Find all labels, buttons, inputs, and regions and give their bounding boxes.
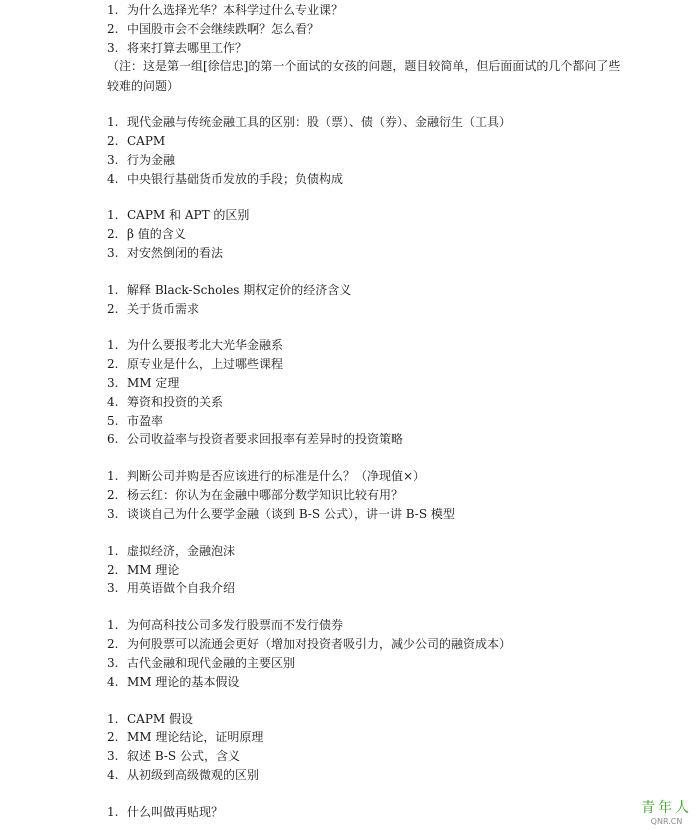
question-item: 3. 对安然倒闭的看法: [107, 246, 224, 260]
question-item: 1. 为何高科技公司多发行股票而不发行债券: [107, 618, 344, 632]
question-item: 3. 行为金融: [107, 153, 176, 167]
question-item: 2. CAPM: [107, 134, 166, 148]
question-item: 1. 什么叫做再贴现？: [107, 805, 224, 819]
question-item: 2. 为何股票可以流通会更好（增加对投资者吸引力，减少公司的融资成本）: [107, 637, 512, 651]
question-item: 2. MM 理论结论，证明原理: [107, 730, 264, 744]
question-item: 6. 公司收益率与投资者要求回报率有差异时的投资策略: [107, 432, 404, 446]
question-item: 1. 现代金融与传统金融工具的区别：股（票）、债（券）、金融衍生（工具）: [107, 115, 512, 129]
question-item: 4. 筹资和投资的关系: [107, 395, 224, 409]
question-item: 3. 用英语做个自我介绍: [107, 581, 236, 595]
question-item: 2. 中国股市会不会继续跌啊？怎么看？: [107, 22, 320, 36]
question-item: 1. 为什么选择光华？本科学过什么专业课？: [107, 3, 344, 17]
question-item: 2. β 值的含义: [107, 227, 186, 241]
question-item: 4. 从初级到高级微观的区别: [107, 768, 260, 782]
question-item: 3. 叙述 B-S 公式，含义: [107, 749, 240, 763]
watermark-domain: QNR.CN: [650, 817, 683, 826]
watermark-text: 青年人: [641, 800, 692, 816]
question-item: 3. 古代金融和现代金融的主要区别: [107, 656, 296, 670]
interviewer-note: （注：这是第一组[徐信忠]的第一个面试的女孩的问题，题目较简单，但后面面试的几个都问了些较难的问题）: [107, 59, 621, 93]
question-item: 3. 谈谈自己为什么要学金融（谈到 B-S 公式），讲一讲 B-S 模型: [107, 507, 455, 521]
question-item: 2. 关于货币需求: [107, 302, 200, 316]
question-item: 1. 解释 Black-Scholes 期权定价的经济含义: [107, 283, 352, 297]
question-item: 1. 判断公司并购是否应该进行的标准是什么？（净现值×）: [107, 469, 426, 483]
question-item: 1. CAPM 假设: [107, 712, 194, 726]
question-item: 4. MM 理论的基本假设: [107, 675, 240, 689]
question-item: 2. 原专业是什么，上过哪些课程: [107, 357, 284, 371]
question-item: 1. 为什么要报考北大光华金融系: [107, 338, 284, 352]
question-item: 1. CAPM 和 APT 的区别: [107, 208, 250, 222]
question-item: 1. 虚拟经济，金融泡沫: [107, 544, 236, 558]
question-item: 2. 杨云红：你认为在金融中哪部分数学知识比较有用？: [107, 488, 404, 502]
question-item: 4. 中央银行基础货币发放的手段；负债构成: [107, 172, 344, 186]
question-item: 3. MM 定理: [107, 376, 180, 390]
question-item: 5. 市盈率: [107, 414, 164, 428]
site-watermark-logo: [641, 797, 692, 826]
question-item: 2. MM 理论: [107, 563, 180, 577]
question-item: 3. 将来打算去哪里工作？: [107, 41, 248, 55]
